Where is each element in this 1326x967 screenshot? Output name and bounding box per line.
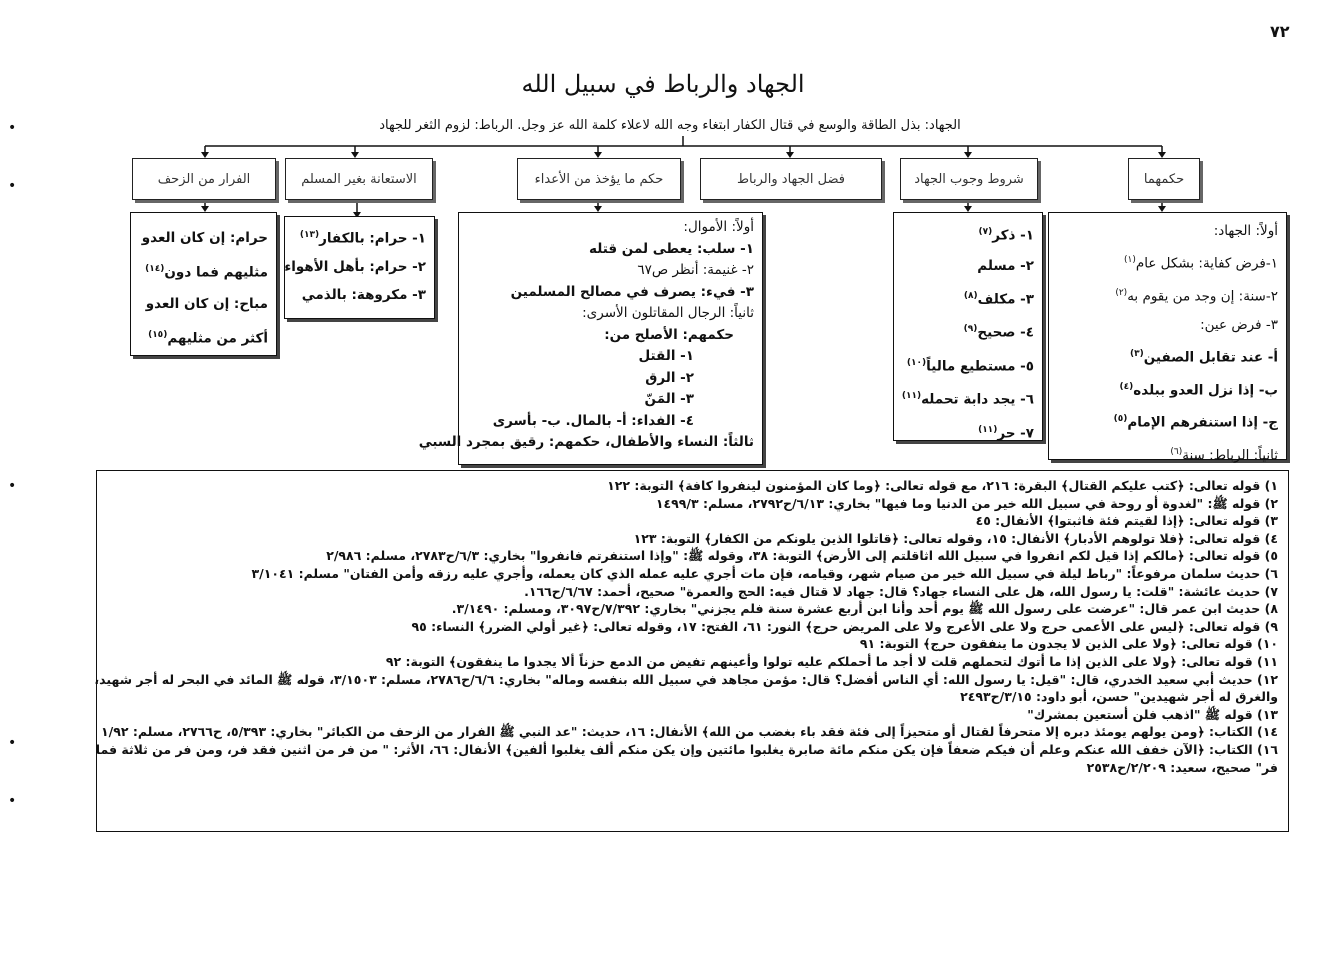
condition-line: ٤- صحيح$^{(٩)}$ [963, 324, 1034, 341]
header-conditions: شروط وجوب الجهاد [900, 158, 1038, 200]
help-box [284, 216, 435, 319]
footnote: ١٠) قوله تعالى: ﴿ولا على الذين لا يجدون ما ينفقون حرج﴾ التوبة: ٩١ [859, 636, 1278, 652]
ruling-line: ب- إذا نزل العدو ببلده$^{(٤)}$ [1119, 381, 1278, 398]
footnote: ٦) حديث سلمان مرفوعاً: "رباط ليلة في سبيل الله خير من صيام شهر، وقيامه، فإن مات أجري عليه عمله الذي كان يعمله، وأجري عليه رزقه وأمن الفتان" مسلم: ٣/١٠٤١ [251, 565, 1278, 581]
footnotes-box [96, 470, 1289, 832]
header-help: الاستعانة بغير المسلم [285, 158, 433, 200]
margin-dot: • [8, 478, 17, 494]
condition-line: ١- ذكر$^{(٧)}$ [978, 227, 1034, 244]
footnote: ١٦) الكتاب: ﴿الآن خفف الله عنكم وعلم أن فيكم ضعفاً فإن يكن منكم مائة صابرة يغلبوا مائتين وإن يكن منكم ألف يغلبوا ألفين﴾ الأنفال: ٦٦، الأثر: " من فر من اثنين فقد فر، ومن فر من ثلاثة فما [95, 741, 1278, 757]
ruling-line: ثانياً: الرباط: سنة$^{(٦)}$ [1170, 446, 1278, 463]
ruling-box [1048, 212, 1287, 463]
definition-text: الجهاد: بذل الطاقة والوسع في قتال الكفار ابتغاء وجه الله لاعلاء كلمة الله عز وجل. الرباط: لزوم الثغر للجهاد [379, 118, 961, 133]
page-title: الجهاد والرباط في سبيل الله [521, 70, 805, 98]
margin-dot: • [8, 178, 17, 194]
header-fleeing: الفرار من الزحف [132, 158, 276, 200]
condition-line: ٥- مستطيع مالياً$^{(١٠)}$ [906, 357, 1034, 374]
footnote: ٨) حديث ابن عمر قال: "عرضت على رسول الله ﷺ يوم أحد وأنا ابن أربع عشرة سنة فلم يجزني" بخاري: ٧/٣٩٢/ح٣٠٩٧، ومسلم: ٣/١٤٩٠. [451, 601, 1278, 617]
spoils-line: ١- سلب: يعطى لمن قتله [589, 240, 754, 257]
footnote: ٢) قوله ﷺ: "لغدوة أو روحة في سبيل الله خير من الدنيا وما فيها" بخاري: ٦/١٣/ح٢٧٩٢، مسلم: ١٤٩٩/٣ [655, 495, 1278, 511]
ruling-line: ١-فرض كفاية: بشكل عام$^{(١)}$ [1123, 255, 1278, 272]
spoils-line: أولاً: الأموال: [683, 219, 754, 235]
margin-dot: • [8, 735, 17, 751]
spoils-line: ثانياً: الرجال المقاتلون الأسرى: [582, 305, 754, 321]
help-line: ٣- مكروهة: بالذمي [301, 286, 426, 303]
footnote: ٧) حديث عائشة: "قلت: يا رسول الله، هل على النساء جهاد؟ قال: جهاد لا قتال فيه: الحج والعمرة" صحيح، أحمد: ٦/٦٧/ح١٦٦. [524, 583, 1278, 599]
spoils-line: ٣- فيء: يصرف في مصالح المسلمين [510, 283, 754, 300]
conditions-box [893, 212, 1043, 441]
spoils-line: ٤- الفداء: أ- بالمال. ب- بأسرى [492, 412, 694, 429]
fleeing-line: أكثر من مثليهم$^{(١٥)}$ [148, 329, 268, 346]
header-spoils: حكم ما يؤخذ من الأعداء [517, 158, 681, 200]
header-virtue: فضل الجهاد والرباط [700, 158, 882, 200]
condition-line: ٣- مكلف$^{(٨)}$ [963, 290, 1034, 307]
footnote: ١٤) الكتاب: ﴿ومن يولهم يومئذ دبره إلا متحرفاً لقتال أو متحيزاً إلى فئة فقد باء بغضب من الله﴾ الأنفال: ١٦، حديث: "عد النبي ﷺ الفرار من الزحف من الكبائر" بخاري: ٥/٣٩٣، ح٢٧٦٦، مسلم: ١/٩٢ [101, 724, 1278, 740]
footnote: ٣) قوله تعالى: ﴿إذا لقيتم فئة فاثبتوا﴾ الأنفال: ٤٥ [975, 513, 1278, 529]
spoils-box [418, 212, 763, 465]
margin-dot: • [8, 793, 17, 809]
spoils-line: حكمهم: الأصلح من: [604, 326, 734, 343]
footnote: ٥) قوله تعالى: ﴿مالكم إذا قيل لكم انفروا في سبيل الله اثاقلتم إلى الأرض﴾ التوبة: ٣٨، وقوله ﷺ: "وإذا استنفرتم فانفروا" بخاري: ٦/٣/ح٢٧٨٣، مسلم: ٢/٩٨٦ [326, 548, 1278, 564]
spoils-line: ١- القتل [638, 348, 694, 364]
spoils-line: ٣- المَنّ [644, 391, 694, 407]
footnote: ١) قوله تعالى: ﴿كتب عليكم القتال﴾ البقرة: ٢١٦، مع قوله تعالى: ﴿وما كان المؤمنون لينفروا كافة﴾ التوبة: ١٢٢ [607, 478, 1278, 493]
footnote: ١٣) قوله ﷺ "اذهب فلن أستعين بمشرك" [1027, 706, 1278, 722]
footnote: والغرق له أجر شهيدين" حسن، أبو داود: ٣/١٥/ح٢٤٩٣ [960, 689, 1278, 705]
fleeing-box [130, 212, 277, 356]
footnote: ٩) قوله تعالى: ﴿ليس على الأعمى حرج ولا على الأعرج ولا على المريض حرج﴾ النور: ٦١، الفتح: ١٧، وقوله تعالى: ﴿غير أولي الضرر﴾ النساء: ٩٥ [411, 618, 1278, 634]
footnote: ١١) قوله تعالى: ﴿ولا على الذين إذا ما أتوك لتحملهم قلت لا أجد ما أحملكم عليه تولوا وأعينهم تفيض من الدمع حزناً ألا يجدوا ما ينفقون﴾ التوبة: ٩٢ [385, 653, 1278, 669]
ruling-line: ٢-سنة: إن وجد من يقوم به$^{(٢)}$ [1115, 287, 1278, 304]
footnote: ١٢) حديث أبي سعيد الخدري، قال: "قيل: يا رسول الله: أي الناس أفضل؟ قال: مؤمن مجاهد في سبيل الله بنفسه وماله" بخاري: ٦/٦/ح٢٧٨٦، مسلم: ٣/١٥٠٣، قوله ﷺ المائد في البحر له أجر شهيد، [94, 671, 1278, 687]
page-number: ٧٢ [1270, 22, 1290, 41]
spoils-line: ٢- غنيمة: أنظر ص٦٧ [637, 262, 754, 278]
ruling-line: أولاً: الجهاد: [1213, 223, 1278, 239]
ruling-line: ٣- فرض عين: [1200, 317, 1278, 333]
fleeing-line: مباح: إن كان العدو [145, 295, 268, 312]
ruling-line: ج- إذا استنفرهم الإمام$^{(٥)}$ [1113, 414, 1278, 431]
condition-line: ٢- مسلم [977, 257, 1034, 274]
footnote: فر" صحيح، سعيد: ٢/٢٠٩/ح٢٥٣٨ [1086, 759, 1278, 775]
fleeing-line: حرام: إن كان العدو [141, 230, 268, 246]
condition-line: ٦- يجد دابة تحمله$^{(١١)}$ [901, 391, 1034, 408]
ruling-line: أ- عند تقابل الصفين$^{(٣)}$ [1130, 349, 1278, 366]
help-line: ٢- حرام: بأهل الأهواء [284, 258, 426, 275]
help-line: ١- حرام: بالكفار$^{(١٣)}$ [299, 230, 426, 247]
spoils-line: ٢- الرق [645, 369, 694, 386]
condition-line: ٧- حر$^{(١١)}$ [978, 424, 1034, 441]
fleeing-line: مثليهم فما دون$^{(١٤)}$ [145, 264, 268, 281]
footnote: ٤) قوله تعالى: ﴿فلا تولوهم الأدبار﴾ الأنفال: ١٥، وقوله تعالى: ﴿قاتلوا الذين يلونكم من الكفار﴾ التوبة: ١٢٣ [633, 530, 1278, 546]
spoils-line: ثالثاً: النساء والأطفال، حكمهم: رقيق بمجرد السبي [418, 434, 754, 450]
header-ruling: حكمهما [1128, 158, 1200, 200]
margin-dot: • [8, 120, 17, 136]
